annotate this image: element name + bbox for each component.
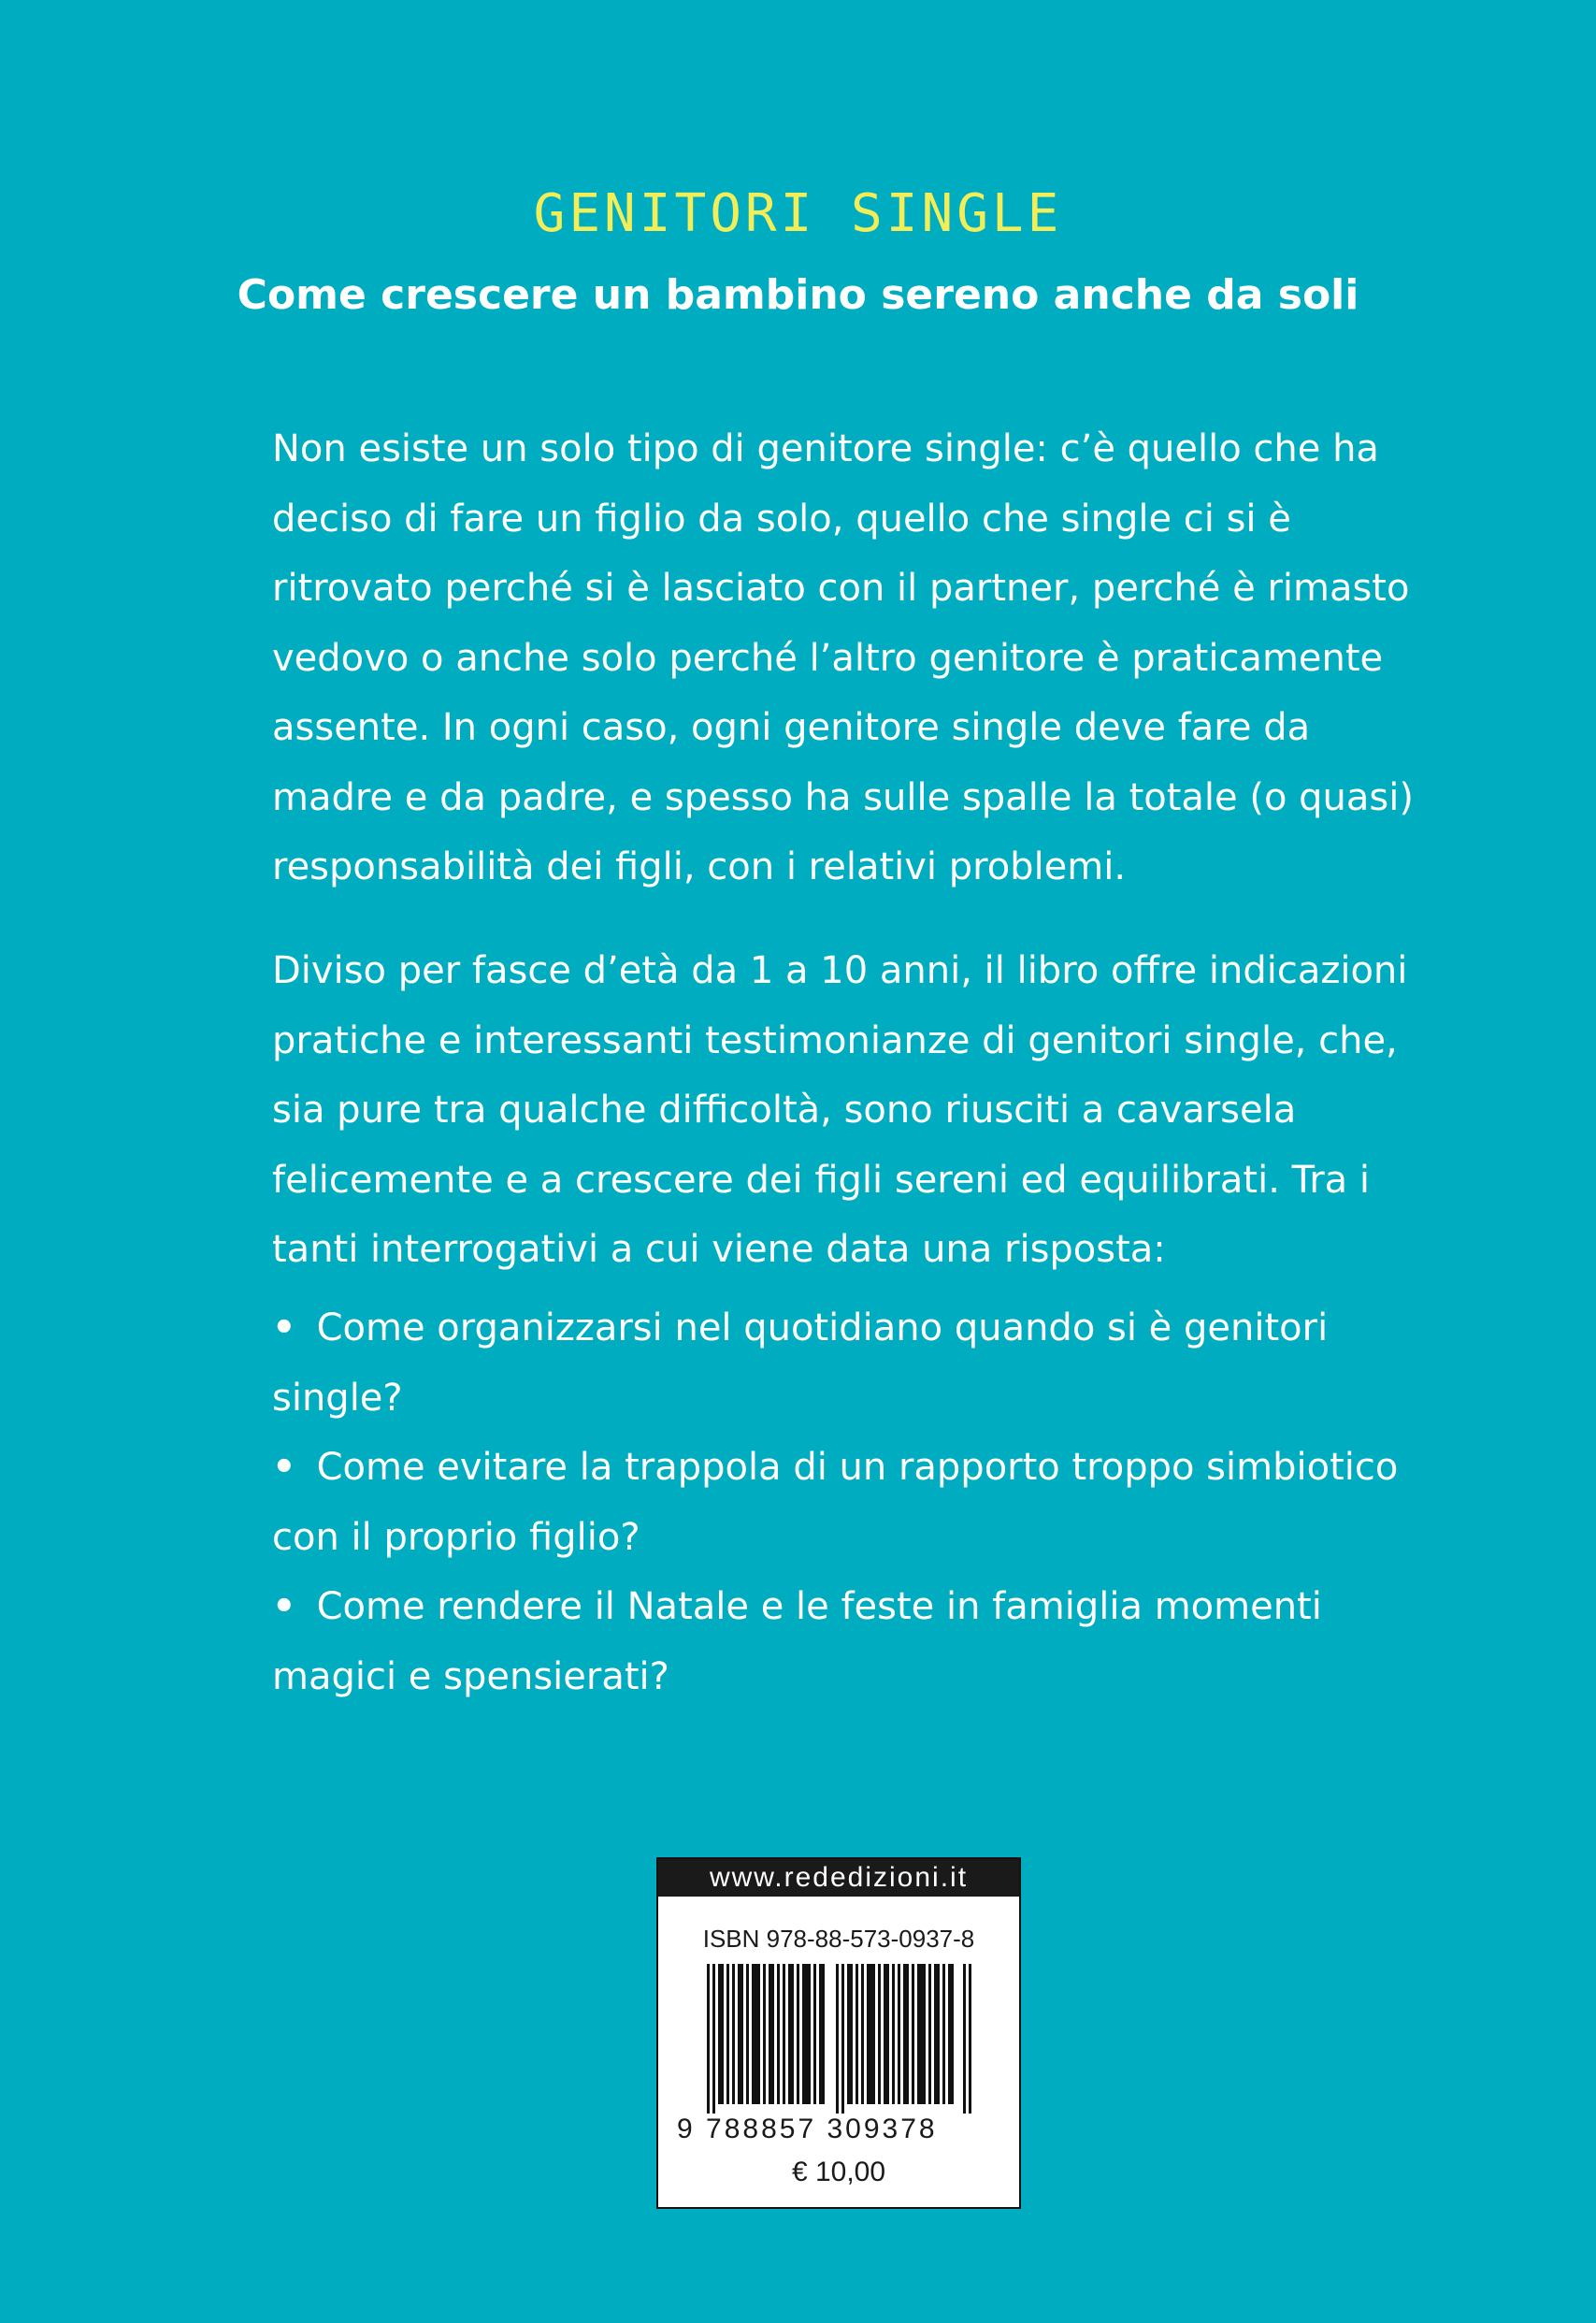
series-title: GENITORI SINGLE [533,183,1063,244]
description-paragraph-1: Non esiste un solo tipo di genitore single: c’è quello che ha deciso di fare un figlio da solo, quello che single ci si è ritrovato perché si è lasciato con il partner, perché è rimasto vedovo o anche solo perché l’altro genitore è praticamente assente. In ogni caso, ogni genitore single deve fare da madre e da padre, e spesso ha sulle spalle la totale (o quasi) responsabilità dei figli, con i relativi problemi. [272,427,1414,888]
list-item-text: Come organizzarsi nel quotidiano quando si è genitori single? [272,1306,1329,1420]
isbn-label: ISBN 978-88-573-0937-8 [702,1925,975,1953]
price-label: € 10,00 [791,2157,886,2187]
bullet-icon: • [272,1585,296,1628]
list-item-text: Come evitare la trappola di un rapporto troppo simbiotico con il proprio figlio? [272,1446,1399,1559]
list-item [272,1572,1422,1711]
list-item [272,1293,1422,1433]
barcode-icon [707,1964,974,2114]
bullet-icon: • [272,1306,296,1349]
list-item-text: Come rendere il Natale e le feste in famiglia momenti magici e spensierati? [272,1585,1322,1698]
barcode-panel [656,1857,1021,2209]
bullet-icon: • [272,1446,296,1489]
question-list [272,1293,1422,1711]
book-subtitle: Come crescere un bambino sereno anche da soli [237,271,1359,319]
list-item [272,1433,1422,1572]
publisher-url: www.rededizioni.it [658,1859,1019,1897]
description-paragraph-2: Diviso per fasce d’età da 1 a 10 anni, il libro offre indicazioni pratiche e interessanti testimonianze di genitori single, che, sia pure tra qualche difficoltà, sono riusciti a cavarsela felicemente e a crescere dei figli sereni ed equilibrati. Tra i tanti interrogativi a cui viene data una risposta: [272,949,1408,1271]
barcode-digits: 9 788857 309378 [677,2114,938,2144]
